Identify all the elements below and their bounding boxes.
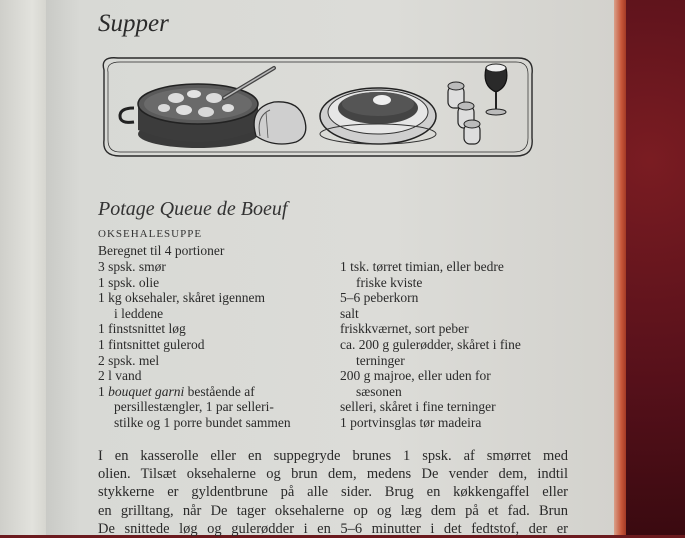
- ingredient: 5–6 peberkorn: [340, 290, 419, 306]
- section-title: Supper: [98, 10, 169, 37]
- ingredient-italic: bouquet garni: [108, 383, 185, 399]
- instruction-line: I en kasserolle eller en suppegryde brunes 1 spsk. af smørret med: [98, 448, 568, 464]
- bread-loaf-icon: [254, 102, 306, 144]
- salt-pepper-shakers-icon: [448, 82, 480, 144]
- ingredient: 1 finstsnittet løg: [98, 321, 186, 337]
- recipe-subtitle: OKSEHALESUPPE: [98, 228, 203, 240]
- soup-plate-icon: [320, 88, 436, 144]
- ingredients-left: [98, 259, 338, 431]
- instruction-line: De snittede løg og gulerødder i en 5–6 minutter i det fedtstof, der er: [98, 520, 568, 537]
- ingredient: i leddene: [114, 305, 164, 321]
- instruction-line: stykkerne er gyldentbrune på alle sider. Brug en køkkengaffel eller: [98, 484, 568, 501]
- recipe-serves: Beregnet til 4 portioner: [98, 243, 225, 258]
- ingredients-right: [340, 259, 570, 431]
- ingredient: 1 kg oksehaler, skåret igennem: [98, 290, 266, 306]
- book-cover-edge: [614, 0, 626, 535]
- ingredient: 1 bouquet garni bestående af: [98, 383, 255, 399]
- ingredient: friskkværnet, sort peber: [340, 321, 469, 337]
- soup-illustration: [98, 52, 536, 162]
- recipe-title: Potage Queue de Boeuf: [98, 198, 288, 220]
- ingredient: friske kviste: [356, 274, 423, 290]
- instruction-line: en grilltang, når De tager oksehalerne op og læg dem på et fad. Brun: [98, 502, 568, 519]
- instruction-line: olien. Tilsæt oksehalerne og brun dem, medens De vender dem, indtil: [98, 466, 568, 483]
- ingredient: 200 g majroe, eller uden for: [340, 368, 491, 384]
- ingredient: selleri, skåret i fine terninger: [340, 399, 496, 415]
- ingredient: 1 portvinsglas tør madeira: [340, 414, 482, 430]
- ingredient: 2 spsk. mel: [98, 352, 160, 368]
- left-page-edge: [0, 0, 46, 535]
- ingredient: 1 fintsnittet gulerod: [98, 336, 205, 352]
- ingredient: terninger: [356, 352, 405, 368]
- ingredient: 1 tsk. tørret timian, eller bedre: [340, 259, 504, 274]
- velvet-background: [626, 0, 685, 535]
- ingredient-rest: bestående af: [187, 383, 255, 399]
- ingredient: persillestængler, 1 par selleri-: [114, 399, 274, 415]
- ingredient: 2 l vand: [98, 368, 142, 384]
- ingredient: salt: [340, 305, 359, 321]
- ingredient: ca. 200 g gulerødder, skåret i fine: [340, 336, 521, 352]
- recipe-instructions: [98, 447, 568, 538]
- wine-glass-icon: [485, 64, 507, 115]
- ingredient: 1 spsk. olie: [98, 274, 160, 290]
- ingredient: stilke og 1 porre bundet sammen: [114, 414, 291, 430]
- book-page: [46, 0, 614, 535]
- ingredient: sæsonen: [356, 383, 402, 399]
- soup-pot-icon: [120, 84, 276, 148]
- ingredient: 3 spsk. smør: [98, 259, 166, 274]
